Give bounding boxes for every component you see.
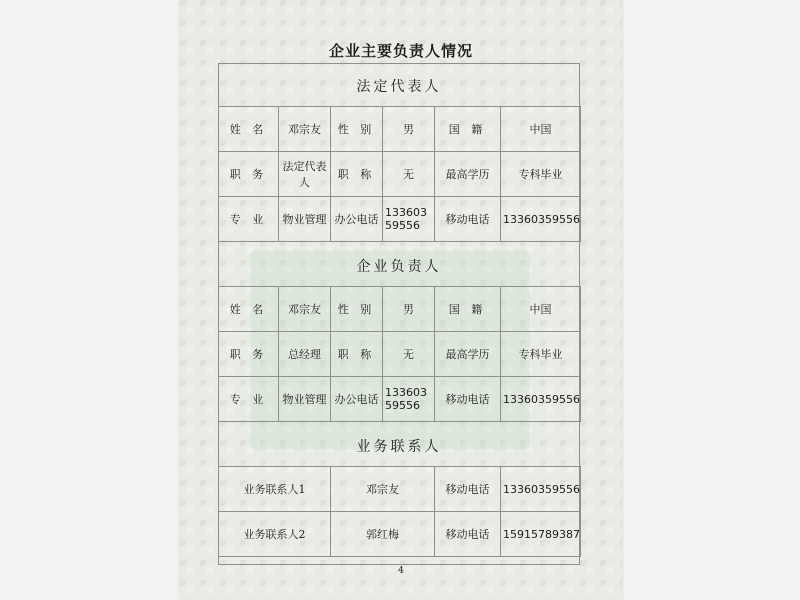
contact-name: 郭红梅: [331, 512, 435, 557]
table-row: [219, 512, 581, 557]
office-phone-label: 办公电话: [331, 377, 383, 422]
table-row: [219, 107, 581, 152]
name-value: 邓宗友: [279, 287, 331, 332]
enterprise-head-table: [218, 286, 581, 422]
name-label: 姓 名: [219, 107, 279, 152]
major-value: 物业管理: [279, 377, 331, 422]
table-row: [219, 377, 581, 422]
gender-label: 性 别: [331, 107, 383, 152]
education-label: 最高学历: [435, 332, 501, 377]
major-value: 物业管理: [279, 197, 331, 242]
gender-value: 男: [383, 107, 435, 152]
title-label: 职 称: [331, 152, 383, 197]
contact-name: 邓宗友: [331, 467, 435, 512]
page-title: 企业主要负责人情况: [328, 42, 473, 60]
position-label: 职 务: [219, 332, 279, 377]
education-value: 专科毕业: [501, 332, 581, 377]
contact-mobile: 13360359556: [501, 467, 581, 512]
section-heading-legal-rep: 法定代表人: [356, 79, 442, 95]
position-value: 总经理: [279, 332, 331, 377]
name-label: 姓 名: [219, 287, 279, 332]
education-value: 专科毕业: [501, 152, 581, 197]
contact-mobile-label: 移动电话: [435, 467, 501, 512]
nationality-label: 国 籍: [435, 287, 501, 332]
gender-value: 男: [383, 287, 435, 332]
office-phone-value: 13360359556: [383, 197, 435, 242]
title-label: 职 称: [331, 332, 383, 377]
name-value: 邓宗友: [279, 107, 331, 152]
contact-label: 业务联系人2: [219, 512, 331, 557]
table-row: [219, 332, 581, 377]
title-value: 无: [383, 332, 435, 377]
contact-mobile: 15915789387: [501, 512, 581, 557]
major-label: 专 业: [219, 377, 279, 422]
table-row: [219, 467, 581, 512]
position-label: 职 务: [219, 152, 279, 197]
table-row: [219, 197, 581, 242]
mobile-value: 13360359556: [501, 197, 581, 242]
nationality-value: 中国: [501, 287, 581, 332]
education-label: 最高学历: [435, 152, 501, 197]
section-heading-enterprise-head: 企业负责人: [356, 259, 442, 275]
major-label: 专 业: [219, 197, 279, 242]
legal-rep-table: [218, 106, 581, 242]
page-number: 4: [398, 566, 404, 576]
contact-label: 业务联系人1: [219, 467, 331, 512]
nationality-label: 国 籍: [435, 107, 501, 152]
document-page: [180, 0, 622, 600]
contact-mobile-label: 移动电话: [435, 512, 501, 557]
office-phone-label: 办公电话: [331, 197, 383, 242]
nationality-value: 中国: [501, 107, 581, 152]
section-heading-contacts: 业务联系人: [356, 439, 442, 455]
gender-label: 性 别: [331, 287, 383, 332]
office-phone-value: 13360359556: [383, 377, 435, 422]
contacts-table: [218, 466, 581, 557]
table-row: [219, 287, 581, 332]
mobile-label: 移动电话: [435, 377, 501, 422]
title-value: 无: [383, 152, 435, 197]
table-row: [219, 152, 581, 197]
position-value: 法定代表人: [279, 152, 331, 197]
mobile-label: 移动电话: [435, 197, 501, 242]
mobile-value: 13360359556: [501, 377, 581, 422]
